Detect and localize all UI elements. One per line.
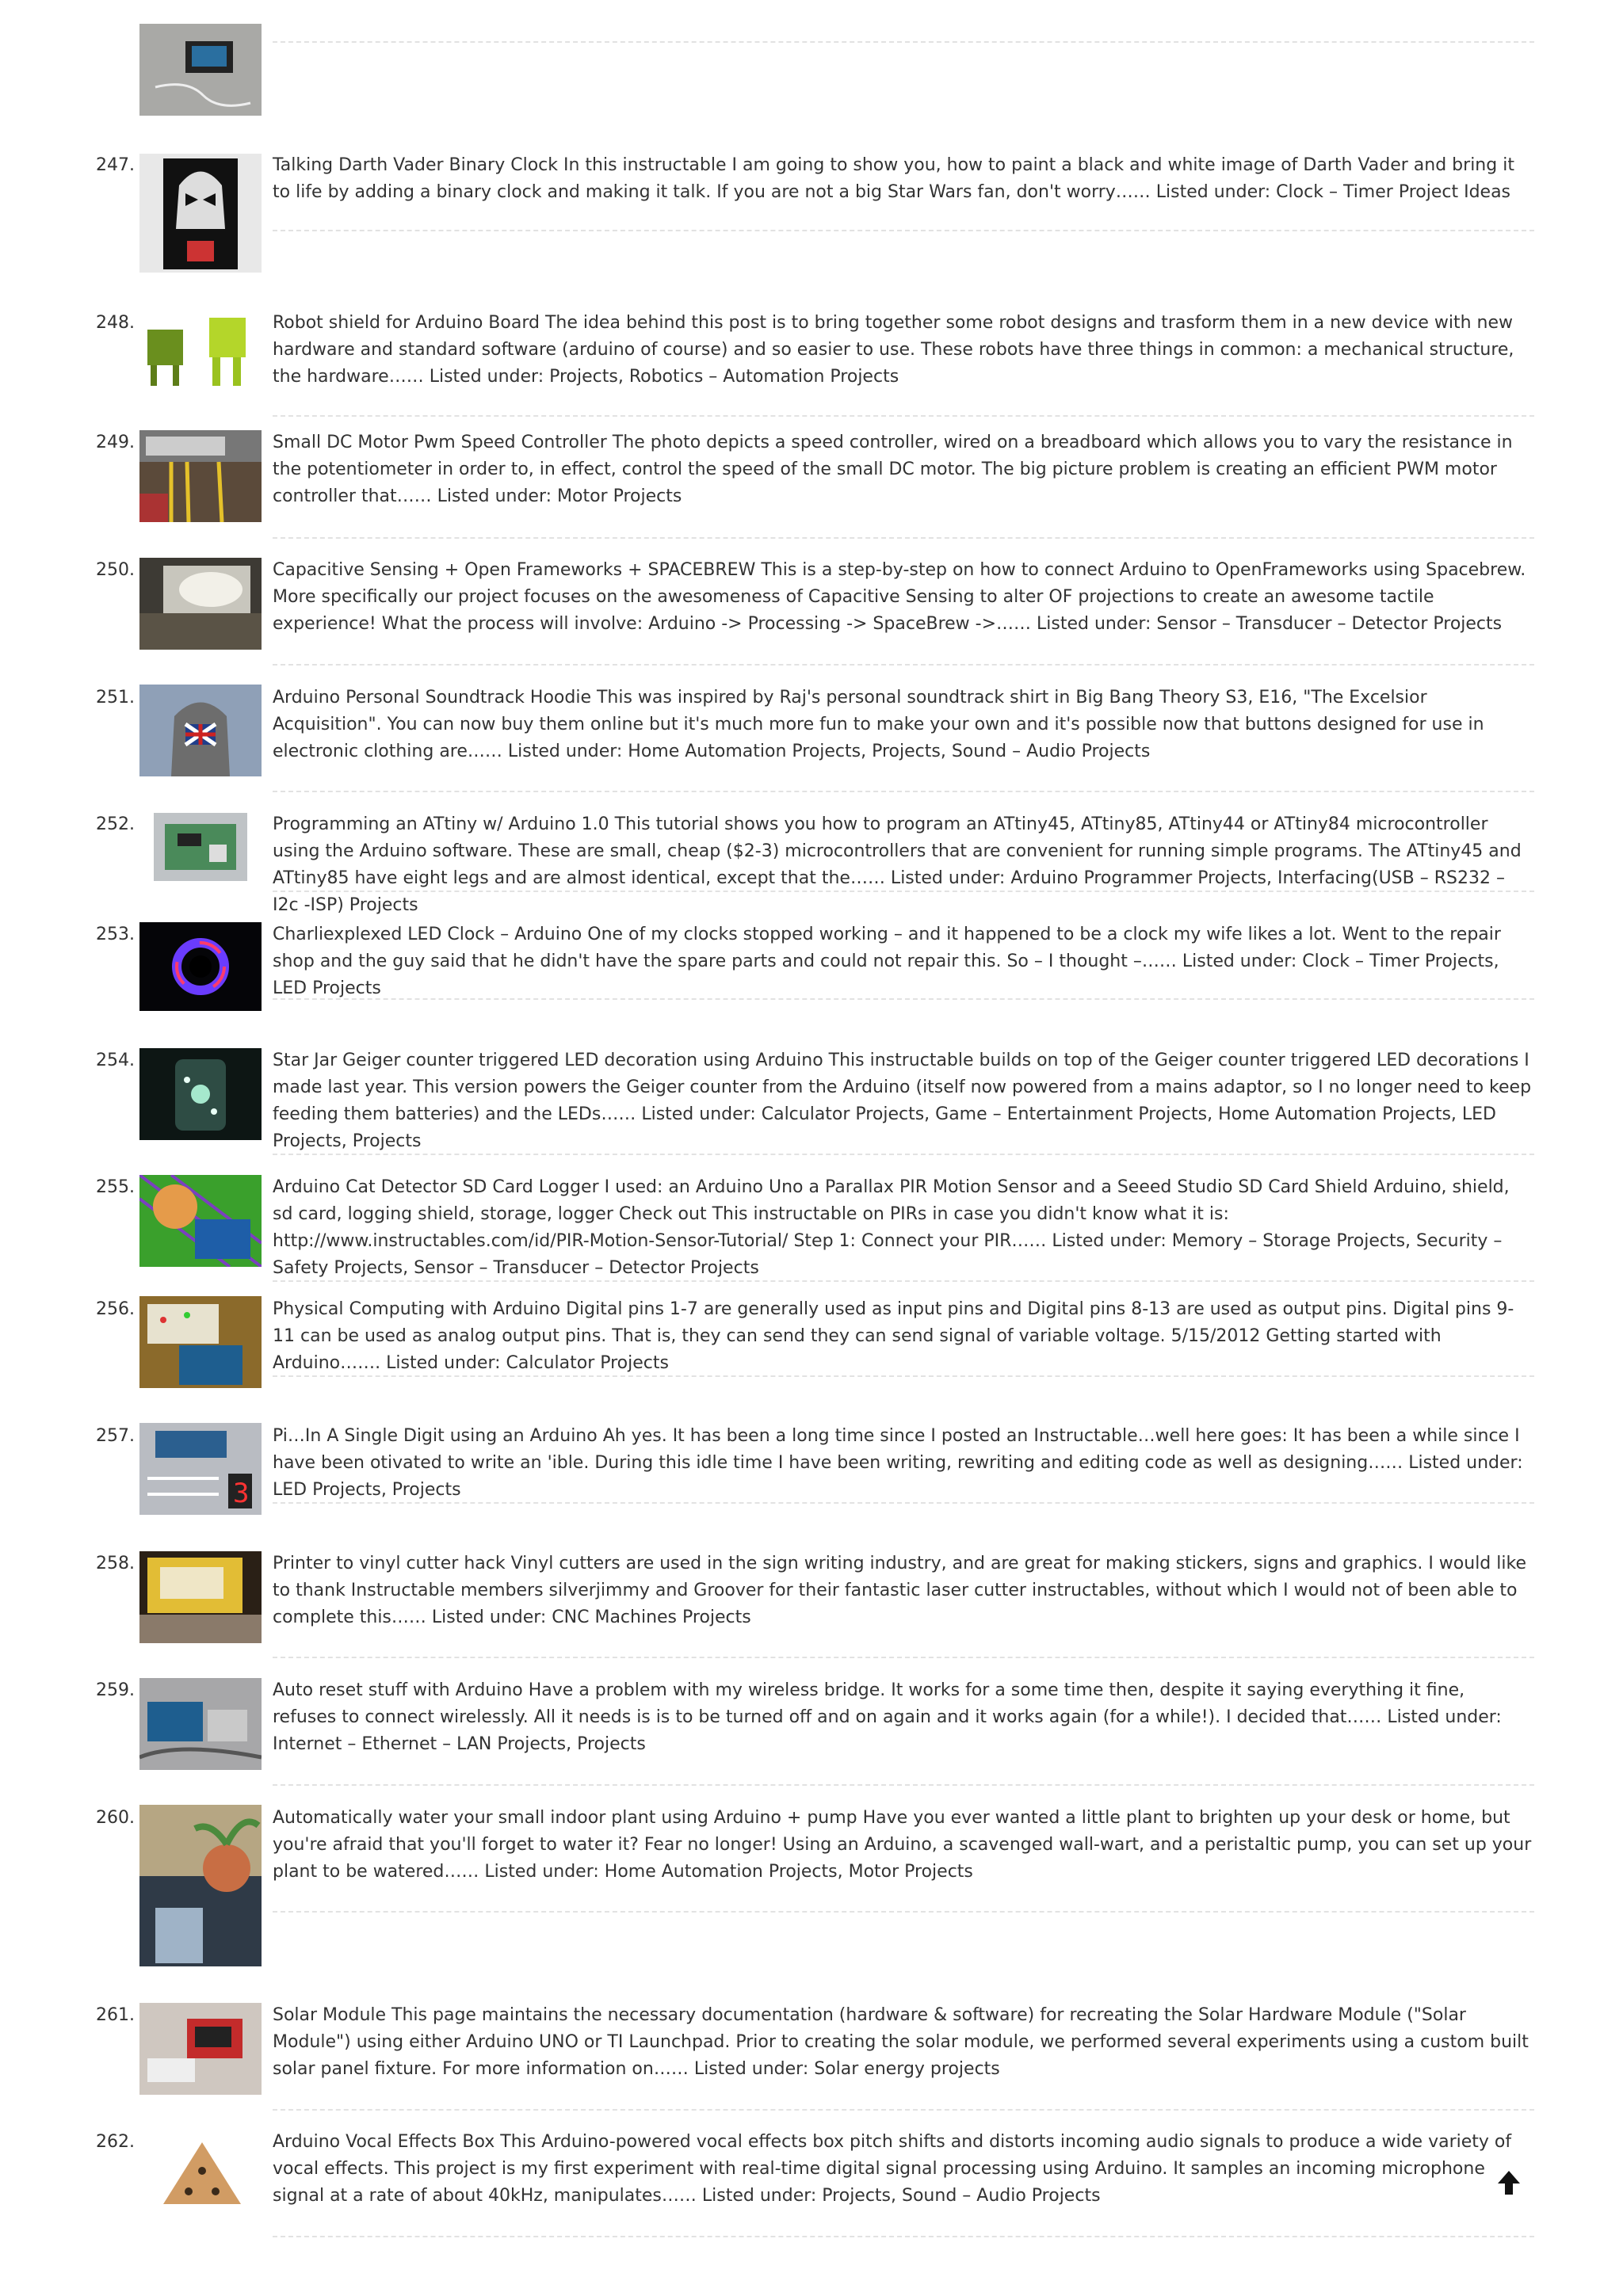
seven-segment-thumbnail[interactable] [139,1423,262,1515]
item-number: 250. [96,560,135,580]
device-thumbnail[interactable] [139,24,262,116]
item-description: Charliexplexed LED Clock – Arduino One of my clocks stopped working – and it happened to be a clock my wife likes a lot. Went to the repair shop and the guy said that he didn't have the spare parts and could not repair this. So – I thought –…… Listed under: Clock – Timer Projects, LED Projects [273,925,1501,998]
item-description: Auto reset stuff with Arduino Have a problem with my wireless bridge. It works for a some time then, despite it saying everything it fine, refuses to connect wirelessly. All it needs is is to be turned off and on again and it works again (for a while!). I decided that…… Listed under: Internet – Ethernet – LAN Projects, Projects [273,1680,1502,1754]
item-number: 247. [96,155,135,175]
item-number: 255. [96,1177,135,1197]
item-description: Pi…In A Single Digit using an Arduino Ah yes. It has been a long time since I posted an Instructable…well here goes: It has been a while since I have been otivated to write an 'ible. During this idle time I have been writing, rewriting and editing code as well as designing…… Listed under: LED Projects, Projects [273,1426,1523,1500]
arduino-board-thumbnail[interactable] [139,1296,262,1388]
item-number: 258. [96,1554,135,1573]
item-number: 253. [96,925,135,944]
item-number: 251. [96,688,135,707]
solar-module-thumbnail[interactable] [139,2003,262,2095]
arrow-up-icon [1496,2169,1522,2196]
item-description: Talking Darth Vader Binary Clock In this instructable I am going to show you, how to paint a black and white image of Darth Vader and bring it to life by adding a binary clock and making it talk. If you are not a big Star Wars fan, don't worry…… Listed under: Clock – Timer Project Ideas [273,155,1514,202]
scroll-to-top-button[interactable] [1496,2169,1522,2196]
printer-thumbnail[interactable] [139,1551,262,1643]
item-number: 256. [96,1299,135,1319]
projection-thumbnail[interactable] [139,558,262,650]
item-number: 248. [96,313,135,333]
item-description: Physical Computing with Arduino Digital pins 1-7 are generally used as input pins and Digital pins 8-13 are used as output pins. Digital pins 9-11 can be used as analog output pins. That is, they can send they can send signal of variable voltage. 5/15/2012 Getting started with Arduino……. Listed under: Calculator Projects [273,1299,1514,1373]
circuit-board-thumbnail[interactable] [154,813,247,881]
darth-vader-thumbnail[interactable] [139,154,262,273]
item-number: 252. [96,814,135,834]
item-description: Arduino Personal Soundtrack Hoodie This was inspired by Raj's personal soundtrack shirt in Big Bang Theory S3, E16, "The Excelsior Acquisition". You can now buy them online but it's much more fun to make your own and it's possible now that buttons designed for use in electronic clothing are…… Listed under: Home Automation Projects, Projects, Sound – Audio Projects [273,688,1484,761]
item-number: 260. [96,1808,135,1828]
robot-thumbnail[interactable] [139,310,262,389]
breadboard-thumbnail[interactable] [139,430,262,522]
item-number: 257. [96,1426,135,1446]
plant-thumbnail[interactable] [139,1805,262,1966]
item-description: Robot shield for Arduino Board The idea behind this post is to bring together some robot designs and trasform them in a new device with new hardware and standard software (arduino of course) and so easier to use. These robots have three things in common: a mechanical structure, the hardware…… Listed under: Projects, Robotics – Automation Projects [273,313,1514,387]
hoodie-thumbnail[interactable] [139,685,262,776]
item-description: Capacitive Sensing + Open Frameworks + SPACEBREW This is a step-by-step on how to connect Arduino to OpenFrameworks using Spacebrew. More specifically our project focuses on the awesomeness of Capacitive Sensing to alter OF projections to create an awesome tactile experience! What the process will involve: Arduino -> Processing -> SpaceBrew ->…… Listed under: Sensor – Transducer – Detector Projects [273,560,1526,634]
item-description: Automatically water your small indoor plant using Arduino + pump Have you ever wanted a little plant to brighten up your desk or home, but you're afraid that you'll forget to water it? Fear no longer! Using an Arduino, a scavenged wall-wart, and a peristaltic pump, you can set up your plant to be watered…… Listed under: Home Automation Projects, Motor Projects [273,1808,1532,1882]
item-number: 249. [96,433,135,452]
cat-thumbnail[interactable] [139,1175,262,1267]
item-description: Arduino Vocal Effects Box This Arduino-powered vocal effects box pitch shifts and distorts incoming audio signals to produce a wide variety of vocal effects. This project is my first experiment with real-time digital signal processing using Arduino. It samples an incoming microphone signal at a rate of about 40kHz, manipulates…… Listed under: Projects, Sound – Audio Projects [273,2132,1512,2206]
item-description: Programming an ATtiny w/ Arduino 1.0 This tutorial shows you how to program an ATtiny45, ATtiny85, ATtiny44 or ATtiny84 microcontroller using the Arduino software. These are small, cheap ($2-3) microcontrollers that are convenient for running simple programs. The ATtiny45 and ATtiny85 have eight legs and are almost identical, except that the…… Listed under: Arduino Programmer Projects, Interfacing(USB – RS232 – I2c -ISP) Projects [273,814,1522,915]
item-number: 259. [96,1680,135,1700]
item-description: Small DC Motor Pwm Speed Controller The photo depicts a speed controller, wired on a breadboard which allows you to vary the resistance in the potentiometer in order to, in effect, control the speed of the small DC motor. The big picture problem is creating an efficient PWM motor controller that…… Listed under: Motor Projects [273,433,1513,506]
led-ring-thumbnail[interactable] [139,922,262,1011]
pyramid-box-thumbnail[interactable] [158,2138,246,2209]
item-number: 261. [96,2005,135,2025]
item-description: Arduino Cat Detector SD Card Logger I used: an Arduino Uno a Parallax PIR Motion Sensor and a Seeed Studio SD Card Shield Arduino, shield, sd card, logging shield, storage, logger Check out This instructable on PIRs in case you didn't know what it is: http://www.instructables.com/id/PIR-Motion-Sensor-Tutorial/ Step 1: Connect your PIR…… Listed under: Memory – Storage Projects, Security – Safety Projects, Sensor – Transducer – Detector Projects [273,1177,1510,1278]
jar-thumbnail[interactable] [139,1048,262,1140]
item-number: 262. [96,2132,135,2152]
svg-text:3: 3 [233,1478,250,1509]
item-number: 254. [96,1051,135,1070]
item-description: Printer to vinyl cutter hack Vinyl cutters are used in the sign writing industry, and are great for making stickers, signs and graphics. I would like to thank Instructable members silverjimmy and Groover for their fantastic laser cutter instructables, without which I would not of been able to complete this…… Listed under: CNC Machines Projects [273,1554,1526,1627]
item-description: Star Jar Geiger counter triggered LED decoration using Arduino This instructable builds on top of the Geiger counter triggered LED decorations I made last year. This version powers the Geiger counter from the Arduino (itself now powered from a mains adaptor, so I no longer need to keep feeding them batteries) and the LEDs…… Listed under: Calculator Projects, Game – Entertainment Projects, Home Automation Projects, LED Projects, Projects [273,1051,1532,1151]
relay-thumbnail[interactable] [139,1678,262,1770]
item-description: Solar Module This page maintains the necessary documentation (hardware & software) for recreating the Solar Hardware Module ("Solar Module") using either Arduino UNO or TI Launchpad. Prior to creating the solar module, we performed several experiments using a custom built solar panel fixture. For more information on…… Listed under: Solar energy projects [273,2005,1529,2079]
